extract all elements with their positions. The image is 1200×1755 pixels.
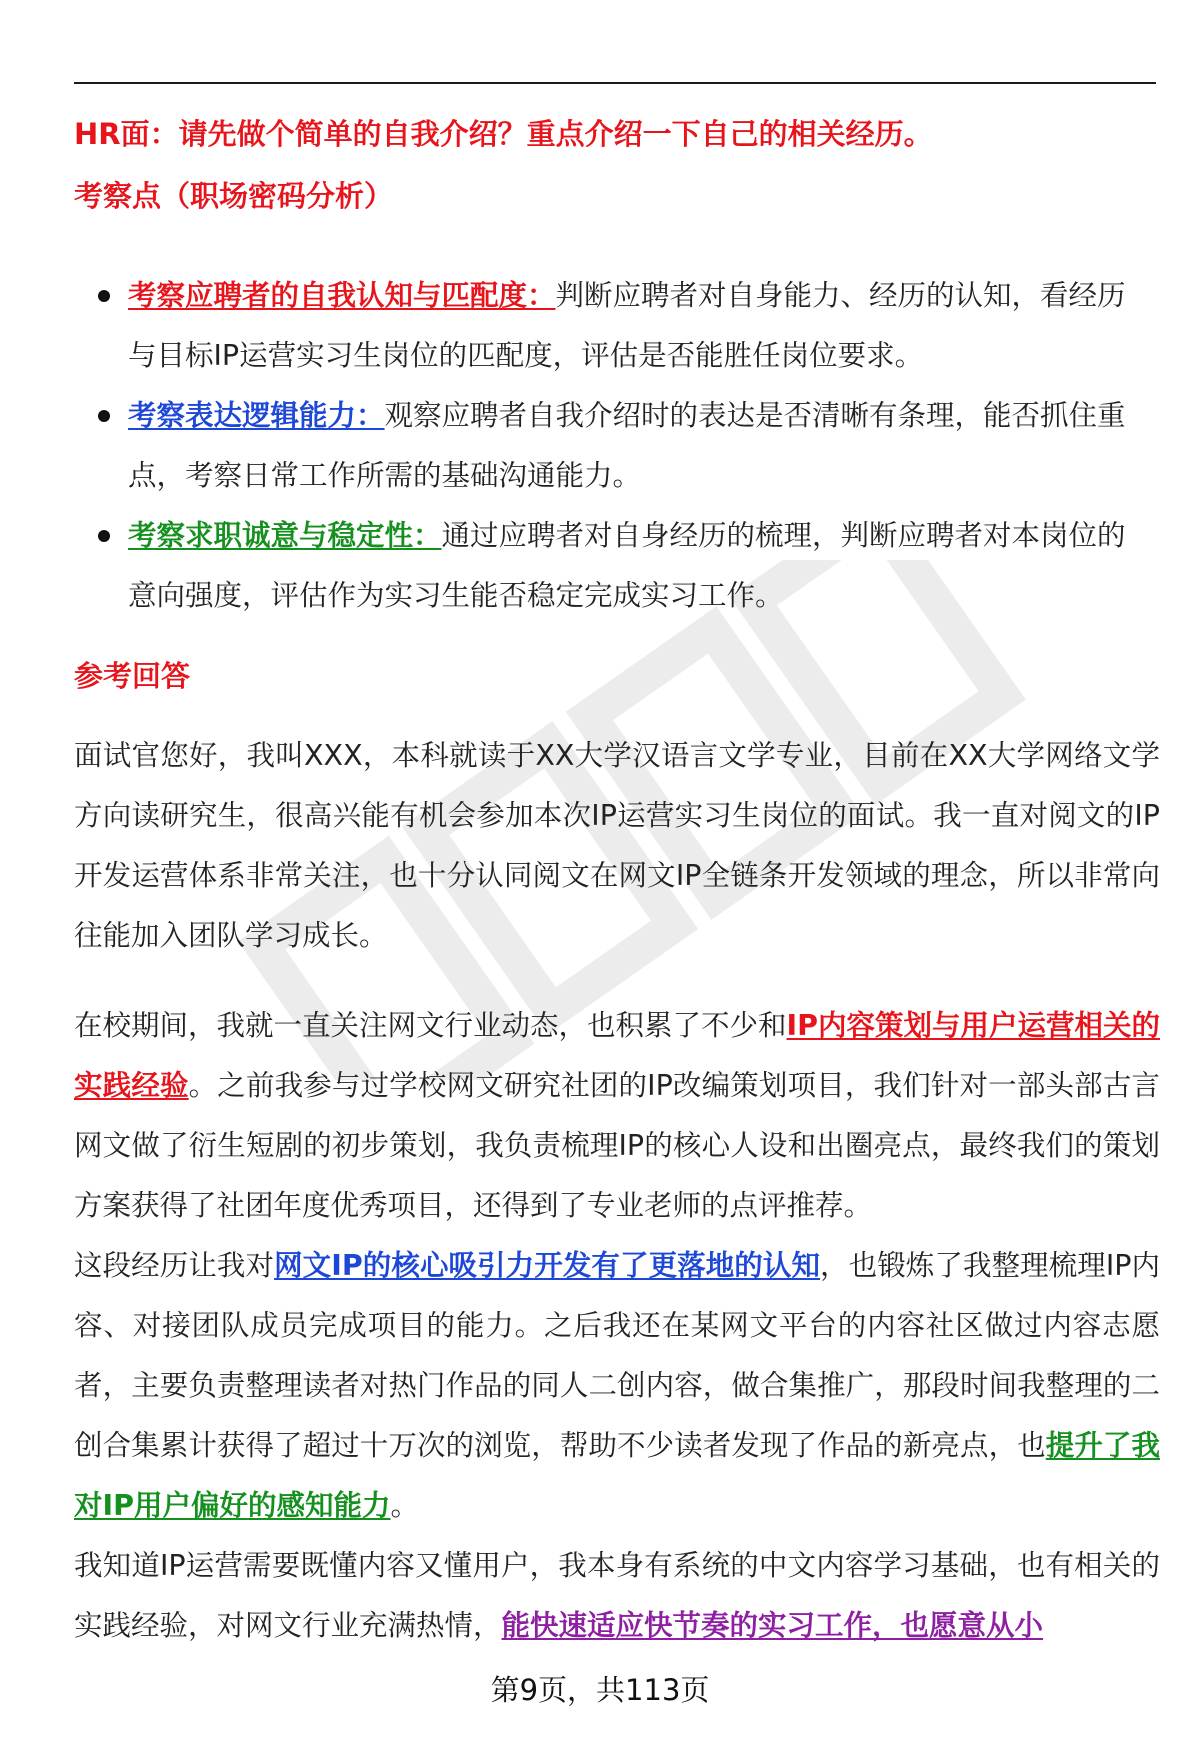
point-title: 考察应聘者的自我认知与匹配度： xyxy=(128,279,556,312)
point-text: 判断应聘者对自身能力、经历的认知，看经历与目标IP运营实习生岗位的匹配度，评估是否能胜任岗位要求。 xyxy=(128,279,1126,372)
bullet-icon xyxy=(98,530,110,542)
bullet-icon xyxy=(98,290,110,302)
answer-paragraph-4 xyxy=(74,1536,1160,1656)
top-rule xyxy=(74,82,1156,84)
point-title: 考察求职诚意与稳定性： xyxy=(128,519,442,552)
paragraph-text: 在校期间，我就一直关注网文行业动态，也积累了不少和 xyxy=(74,1009,787,1042)
analysis-points xyxy=(74,266,1154,626)
answer-paragraph-2 xyxy=(74,996,1160,1236)
paragraph-text: 。 xyxy=(390,1489,420,1522)
highlight-text: 能快速适应快节奏的实习工作，也愿意从小 xyxy=(501,1609,1044,1642)
point-text: 观察应聘者自我介绍时的表达是否清晰有条理，能否抓住重点，考察日常工作所需的基础沟通能力。 xyxy=(128,399,1126,492)
point-title: 考察表达逻辑能力： xyxy=(128,399,385,432)
answer-paragraph-1: 面试官您好，我叫XXX，本科就读于XX大学汉语言文学专业，目前在XX大学网络文学方向读研究生，很高兴能有机会参加本次IP运营实习生岗位的面试。我一直对阅文的IP开发运营体系非常关注，也十分认同阅文在网文IP全链条开发领域的理念，所以非常向往能加入团队学习成长。 xyxy=(74,739,1160,952)
paragraph-text: 我知道IP运营需要既懂内容又懂用户，我本身有系统的中文内容学习基础，也有相关的实践经验，对网文行业充满热情， xyxy=(74,1549,1160,1642)
answer-paragraph-3 xyxy=(74,1236,1160,1536)
list-item xyxy=(74,506,1154,626)
list-item xyxy=(74,386,1154,506)
highlight-text: 网文IP的核心吸引力开发有了更落地的认知 xyxy=(274,1249,821,1282)
bullet-icon xyxy=(98,410,110,422)
answer-heading: 参考回答 xyxy=(74,659,191,693)
paragraph-text: 这段经历让我对 xyxy=(74,1249,275,1282)
paragraph-text: 。之前我参与过学校网文研究社团的IP改编策划项目，我们针对一部头部古言网文做了衍生短剧的初步策划，我负责梳理IP的核心人设和出圈亮点，最终我们的策划方案获得了社团年度优秀项目，还得到了专业老师的点评推荐。 xyxy=(74,1069,1160,1222)
point-text: 通过应聘者对自身经历的梳理，判断应聘者对本岗位的意向强度，评估作为实习生能否稳定完成实习工作。 xyxy=(128,519,1126,612)
analysis-heading: 考察点（职场密码分析） xyxy=(74,179,394,213)
page-footer: 第9页，共113页 xyxy=(490,1673,710,1707)
paragraph-text: ，也锻炼了我整理梳理IP内容、对接团队成员完成项目的能力。之后我还在某网文平台的内容社区做过内容志愿者，主要负责整理读者对热门作品的同人二创内容，做合集推广，那段时间我整理的二创合集累计获得了超过十万次的浏览，帮助不少读者发现了作品的新亮点，也 xyxy=(74,1249,1160,1462)
highlight-text: 提升了我对IP用户偏好的感知能力 xyxy=(74,1429,1160,1522)
question-heading: HR面：请先做个简单的自我介绍？重点介绍一下自己的相关经历。 xyxy=(74,117,933,151)
highlight-text: IP内容策划与用户运营相关的实践经验 xyxy=(74,1009,1161,1102)
list-item xyxy=(74,266,1154,386)
